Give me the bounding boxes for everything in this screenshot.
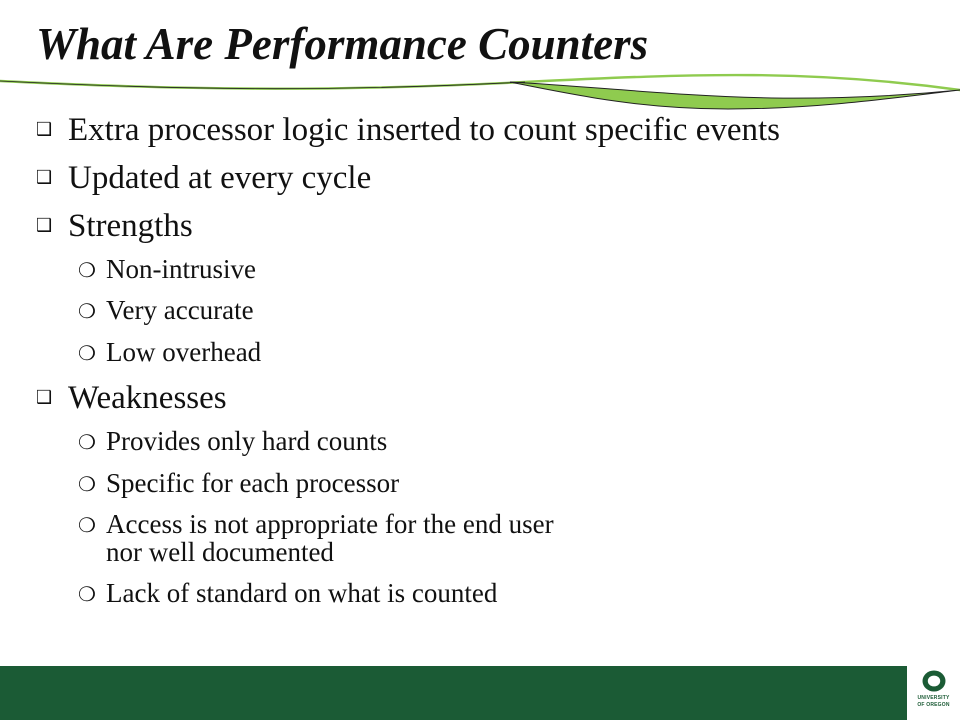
bullet-row xyxy=(36,208,946,246)
subpoint-text: Specific for each processor xyxy=(106,467,400,498)
subpoint-item xyxy=(78,253,946,284)
slide-title: What Are Performance Counters xyxy=(36,19,649,69)
subpoint-item xyxy=(78,467,946,498)
strengths-subpoint-list xyxy=(36,253,946,367)
bullet-text: Updated at every cycle xyxy=(68,159,372,196)
circle-bullet-icon: ❍ xyxy=(78,582,96,607)
subpoint-item xyxy=(78,428,946,456)
bullet-item-strengths xyxy=(36,208,946,367)
subpoint-text: Access is not appropriate for the end user nor well documented xyxy=(106,509,554,567)
bullet-text: Extra processor logic inserted to count specific events xyxy=(68,112,781,148)
footer-bar xyxy=(0,666,960,720)
subpoint-item xyxy=(78,297,946,325)
bullet-text: Weaknesses xyxy=(68,380,227,417)
bullet-row xyxy=(36,112,946,150)
logo-text-line-2: OF OREGON xyxy=(917,702,950,709)
weaknesses-subpoint-list xyxy=(36,428,946,608)
title-swoosh xyxy=(0,60,960,120)
checkbox-bullet-icon: ❑ xyxy=(36,166,53,188)
bullet-text: Strengths xyxy=(68,207,193,244)
subpoint-text: Low overhead xyxy=(106,336,262,367)
university-of-oregon-logo xyxy=(907,666,960,720)
checkbox-bullet-icon: ❑ xyxy=(36,387,53,409)
bullet-item-extra-processor-logic xyxy=(36,112,946,150)
circle-bullet-icon: ❍ xyxy=(78,340,96,365)
checkbox-bullet-icon: ❑ xyxy=(36,119,53,140)
subpoint-text: Non-intrusive xyxy=(106,253,256,284)
subpoint-text: Very accurate xyxy=(106,295,254,326)
oregon-o-logo-icon xyxy=(919,668,949,694)
bullet-item-weaknesses xyxy=(36,380,946,608)
subpoint-item xyxy=(78,336,946,367)
logo-text-line-1: UNIVERSITY xyxy=(917,695,950,701)
subpoint-text: Lack of standard on what is counted xyxy=(106,578,498,609)
bullet-row xyxy=(36,380,946,418)
circle-bullet-icon: ❍ xyxy=(78,430,96,455)
subpoint-item xyxy=(78,511,946,566)
subpoint-item xyxy=(78,580,946,608)
circle-bullet-icon: ❍ xyxy=(78,513,96,538)
circle-bullet-icon: ❍ xyxy=(78,471,96,496)
subpoint-text: Provides only hard counts xyxy=(106,426,388,457)
circle-bullet-icon: ❍ xyxy=(78,257,96,282)
checkbox-bullet-icon: ❑ xyxy=(36,214,53,236)
bullet-list xyxy=(36,112,946,622)
bullet-item-updated-every-cycle xyxy=(36,160,946,198)
circle-bullet-icon: ❍ xyxy=(78,299,96,324)
bullet-row xyxy=(36,160,946,198)
